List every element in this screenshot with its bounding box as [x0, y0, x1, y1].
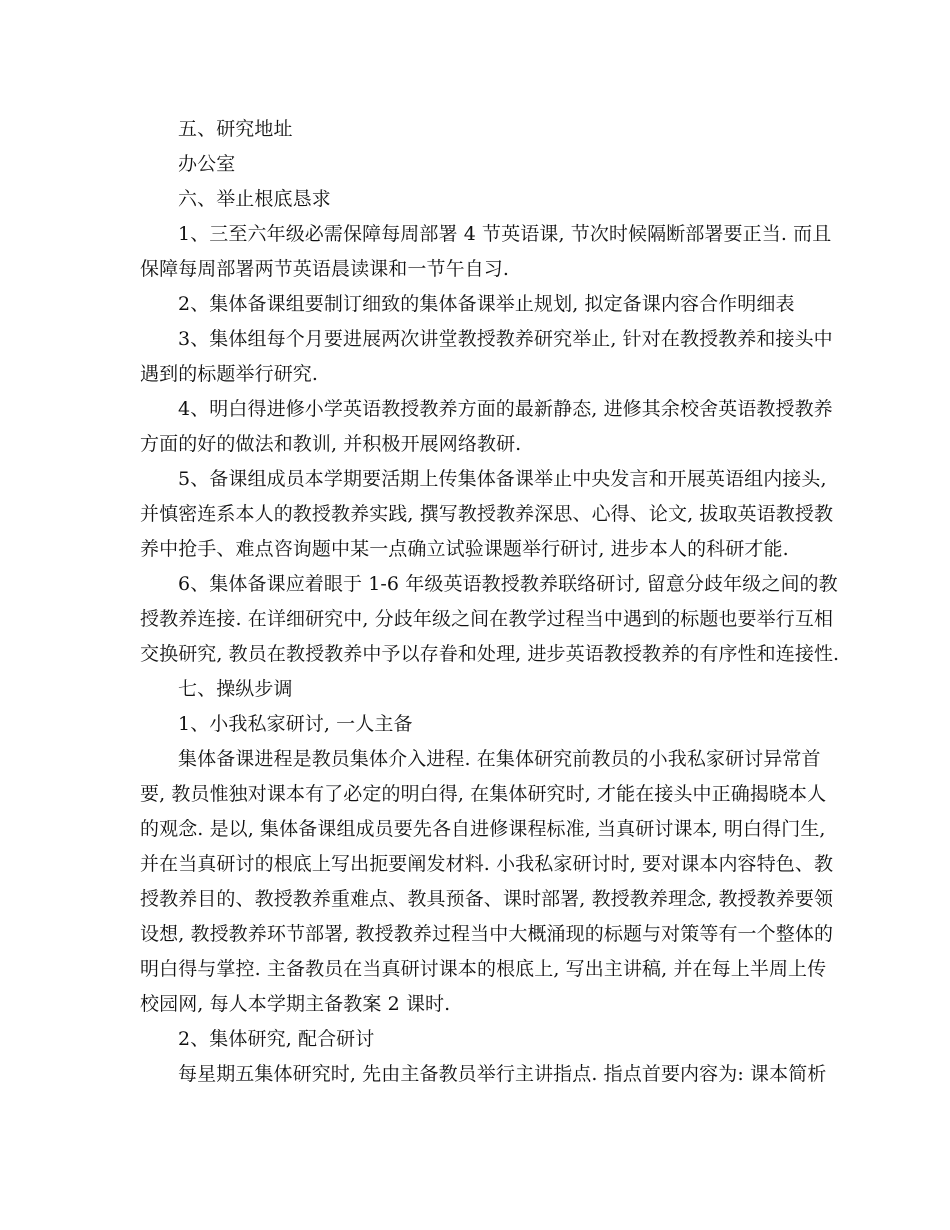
text-line: 并慎密连系本人的教授教养实践, 撰写教授教养深思、心得、论文, 拔取英语教授教 — [140, 503, 834, 525]
text-line: 集体备课进程是教员集体介入进程. 在集体研究前教员的小我私家研讨异常首 — [178, 748, 821, 770]
text-line: 明白得与掌控. 主备教员在当真研讨课本的根底上, 写出主讲稿, 并在每上半周上传 — [140, 958, 827, 980]
text-line: 遇到的标题举行研究. — [140, 363, 319, 385]
text-line: 4、明白得进修小学英语教授教养方面的最新静态, 进修其余校舍英语教授教养 — [178, 398, 833, 420]
text-line: 2、集体备课组要制订细致的集体备课举止规划, 拟定备课内容合作明细表 — [178, 293, 795, 315]
text-line: 3、集体组每个月要进展两次讲堂教授教养研究举止, 针对在教授教养和接头中 — [178, 328, 833, 350]
text-line: 方面的好的做法和教训, 并积极开展网络教研. — [140, 433, 522, 455]
text-line: 2、集体研究, 配合研讨 — [178, 1028, 375, 1050]
text-line: 五、研究地址 — [178, 118, 293, 140]
text-line: 并在当真研讨的根底上写出扼要阐发材料. 小我私家研讨时, 要对课本内容特色、教 — [140, 853, 834, 875]
document-body — [140, 112, 840, 1092]
text-line: 六、举止根底恳求 — [178, 188, 331, 210]
text-line: 七、操纵步调 — [178, 678, 293, 700]
text-line: 要, 教员惟独对课本有了必定的明白得, 在集体研究时, 才能在接头中正确揭晓本人 — [140, 783, 827, 805]
text-line: 办公室 — [178, 153, 236, 175]
text-line: 校园网, 每人本学期主备教案 2 课时. — [140, 993, 451, 1015]
text-line: 保障每周部署两节英语晨读课和一节午自习. — [140, 258, 510, 280]
text-line: 授教养连接. 在详细研究中, 分歧年级之间在教学过程当中遇到的标题也要举行互相 — [140, 608, 834, 630]
text-line: 5、备课组成员本学期要活期上传集体备课举止中央发言和开展英语组内接头, — [178, 468, 827, 490]
text-line: 授教养目的、教授教养重难点、教具预备、课时部署, 教授教养理念, 教授教养要领 — [140, 888, 834, 910]
text-line: 1、三至六年级必需保障每周部署 4 节英语课, 节次时候隔断部署要正当. 而且 — [178, 223, 832, 245]
text-line: 6、集体备课应着眼于 1-6 年级英语教授教养联络研讨, 留意分歧年级之间的教 — [178, 573, 838, 595]
text-line: 设想, 教授教养环节部署, 教授教养过程当中大概涌现的标题与对策等有一个整体的 — [140, 923, 834, 945]
text-line: 的观念. 是以, 集体备课组成员要先各自进修课程标准, 当真研讨课本, 明白得门生, — [140, 818, 826, 840]
text-line: 1、小我私家研讨, 一人主备 — [178, 713, 413, 735]
text-line: 交换研究, 教员在教授教养中予以存眷和处理, 进步英语教授教养的有序性和连接性. — [140, 643, 840, 665]
text-line: 养中抢手、难点咨询题中某一点确立试验课题举行研讨, 进步本人的科研才能. — [140, 538, 789, 560]
text-line: 每星期五集体研究时, 先由主备教员举行主讲指点. 指点首要内容为: 课本简析 — [178, 1063, 827, 1085]
